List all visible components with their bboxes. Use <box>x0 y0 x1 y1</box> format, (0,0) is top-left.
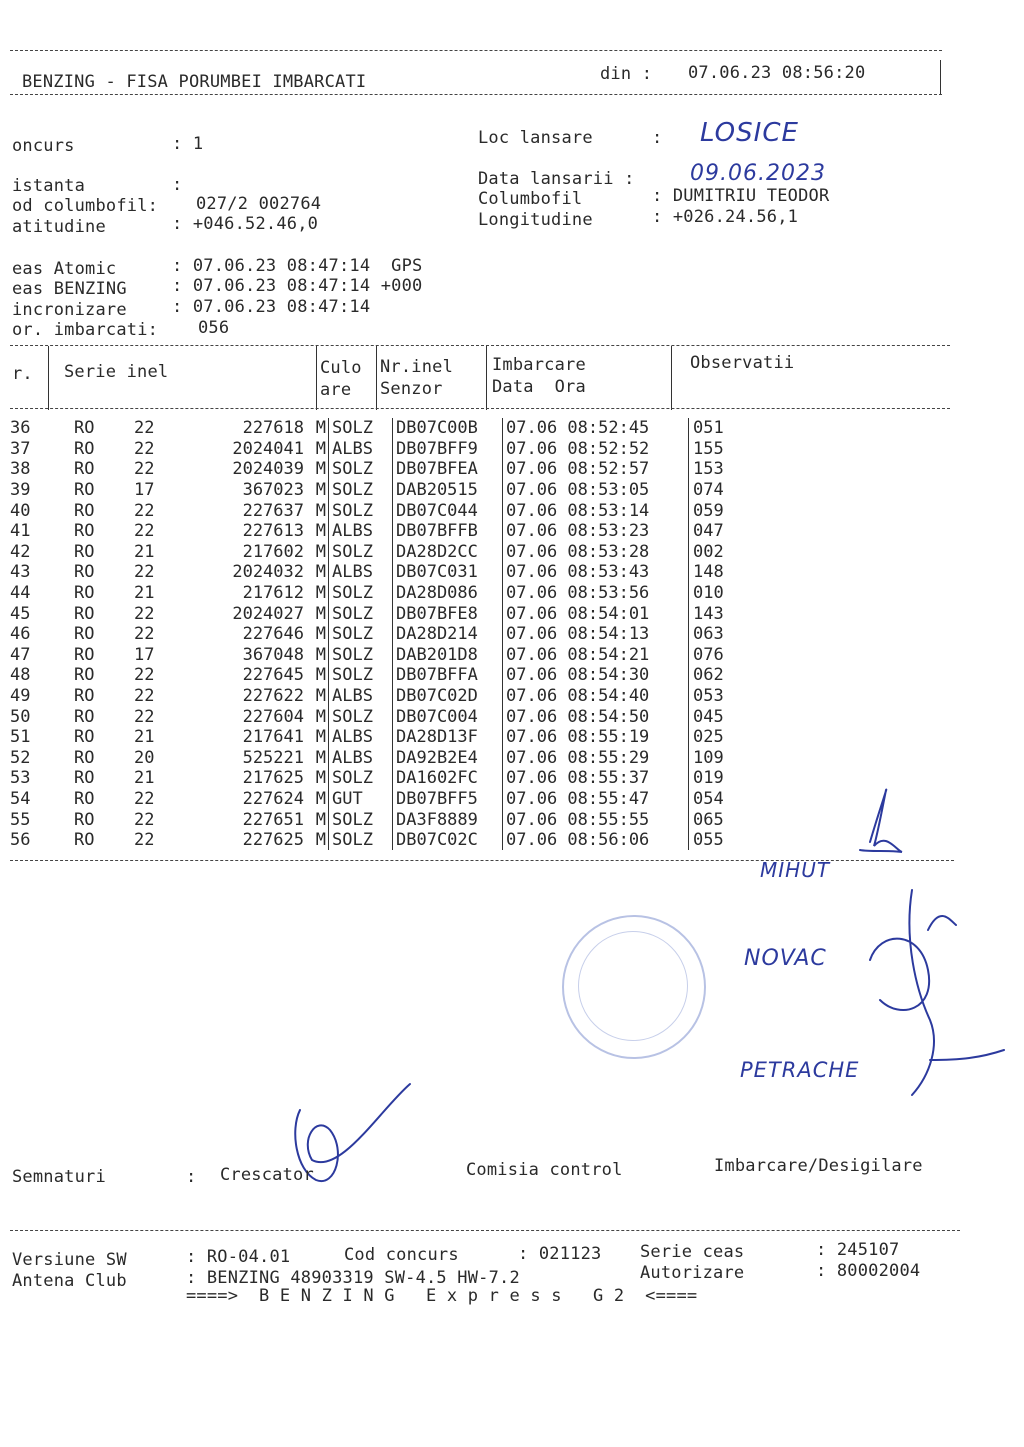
ring-number: 2024041 <box>232 438 304 459</box>
pigeon-color: SOLZ <box>329 665 393 686</box>
pigeon-color: SOLZ <box>329 768 393 789</box>
ring-number: 227646 <box>242 624 304 645</box>
ring-country: RO <box>74 686 95 707</box>
observation: 062 <box>689 665 784 686</box>
observation: 010 <box>689 583 784 604</box>
longitudine-label: Longitudine <box>478 210 593 230</box>
embark-datetime: 07.06 08:56:06 <box>503 830 689 851</box>
ring-country: RO <box>74 644 95 665</box>
ring-number: 217612 <box>242 583 304 604</box>
ring-number: 2024027 <box>232 603 304 624</box>
ring-year: 17 <box>134 480 155 501</box>
col-header-culoare-2: are <box>320 380 352 400</box>
col-header-inel-1: Nr.inel <box>380 357 454 377</box>
ring-number: 227613 <box>242 521 304 542</box>
loc-lansare-sep: : <box>652 128 663 148</box>
pigeon-sex: M <box>315 788 326 809</box>
pigeon-sex: M <box>315 830 326 851</box>
pigeon-sex: M <box>315 459 326 480</box>
ring-country: RO <box>74 541 95 562</box>
ring-year: 22 <box>134 830 155 851</box>
ring-number: 367023 <box>242 480 304 501</box>
ring-country: RO <box>74 438 95 459</box>
pigeon-color: ALBS <box>329 727 393 748</box>
col-header-nr: r. <box>12 364 33 384</box>
pigeon-sex: M <box>315 583 326 604</box>
ring-year: 22 <box>134 788 155 809</box>
pigeon-sex: M <box>315 438 326 459</box>
pigeon-color: ALBS <box>329 562 393 583</box>
embark-datetime: 07.06 08:54:01 <box>503 603 689 624</box>
row-number: 49 <box>10 686 31 707</box>
loc-lansare-handwritten: LOSICE <box>700 118 799 148</box>
row-number: 38 <box>10 459 31 480</box>
cod-columbofil-label: od columbofil: <box>12 196 159 216</box>
pigeon-sex: M <box>315 747 326 768</box>
pigeon-sex: M <box>315 603 326 624</box>
ring-year: 21 <box>134 727 155 748</box>
row-number: 37 <box>10 438 31 459</box>
versiune-sw-value: : RO-04.01 <box>186 1247 291 1267</box>
ring-country: RO <box>74 665 95 686</box>
observation: 143 <box>689 603 784 624</box>
ring-number: 217625 <box>242 768 304 789</box>
observation: 054 <box>689 789 784 810</box>
sincronizare-value: : 07.06.23 08:47:14 <box>172 297 371 317</box>
pigeon-sex: M <box>315 686 326 707</box>
embark-datetime: 07.06 08:55:37 <box>503 768 689 789</box>
sensor-ring: DA28D214 <box>393 624 503 645</box>
ceas-atomic-value: : 07.06.23 08:47:14 GPS <box>172 256 423 276</box>
ring-country: RO <box>74 562 95 583</box>
pigeon-sex: M <box>315 480 326 501</box>
sensor-ring: DB07C031 <box>393 562 503 583</box>
row-number: 41 <box>10 521 31 542</box>
embark-datetime: 07.06 08:55:55 <box>503 809 689 830</box>
embark-datetime: 07.06 08:53:05 <box>503 480 689 501</box>
signature-imbarcare: Imbarcare/Desigilare <box>714 1156 923 1176</box>
ring-number: 227637 <box>242 500 304 521</box>
pigeon-color: SOLZ <box>329 459 393 480</box>
pigeon-color: ALBS <box>329 748 393 769</box>
ring-country: RO <box>74 706 95 727</box>
row-number: 45 <box>10 603 31 624</box>
pigeon-sex: M <box>315 541 326 562</box>
ring-year: 22 <box>134 686 155 707</box>
ring-number: 2024032 <box>232 562 304 583</box>
ring-year: 22 <box>134 603 155 624</box>
sensor-ring: DB07BFEA <box>393 459 503 480</box>
observation: 047 <box>689 521 784 542</box>
ceas-benzing-label: eas BENZING <box>12 279 127 299</box>
antena-club-value: : BENZING 48903319 SW-4.5 HW-7.2 <box>186 1268 520 1288</box>
sensor-ring: DB07C02D <box>393 686 503 707</box>
pigeon-color: SOLZ <box>329 583 393 604</box>
observation: 055 <box>689 830 784 851</box>
embark-datetime: 07.06 08:53:14 <box>503 500 689 521</box>
pigeon-sex: M <box>315 624 326 645</box>
row-number: 54 <box>10 788 31 809</box>
handwritten-name-1: MIHUT <box>760 858 831 882</box>
signatures-sep: : <box>186 1167 197 1187</box>
row-number: 53 <box>10 768 31 789</box>
versiune-sw-label: Versiune SW <box>12 1250 127 1270</box>
row-number: 39 <box>10 480 31 501</box>
ring-year: 22 <box>134 562 155 583</box>
embark-datetime: 07.06 08:55:29 <box>503 748 689 769</box>
nr-imbarcati-value: 056 <box>198 318 230 338</box>
data-lansarii-label: Data lansarii : <box>478 169 635 189</box>
sensor-ring: DA3F8889 <box>393 809 503 830</box>
ring-year: 22 <box>134 809 155 830</box>
sensor-ring: DB07C004 <box>393 706 503 727</box>
row-number: 44 <box>10 583 31 604</box>
ring-country: RO <box>74 480 95 501</box>
embark-datetime: 07.06 08:54:21 <box>503 645 689 666</box>
antena-club-label: Antena Club <box>12 1271 127 1291</box>
distanta-label: istanta <box>12 176 86 196</box>
embark-datetime: 07.06 08:55:47 <box>503 789 689 810</box>
ring-country: RO <box>74 624 95 645</box>
observation: 076 <box>689 645 784 666</box>
nr-imbarcati-label: or. imbarcati: <box>12 320 159 340</box>
document-title: BENZING - FISA PORUMBEI IMBARCATI <box>22 72 367 92</box>
sensor-ring: DB07BFF5 <box>393 789 503 810</box>
row-number: 42 <box>10 541 31 562</box>
observation: 109 <box>689 748 784 769</box>
row-number: 47 <box>10 644 31 665</box>
sensor-ring: DB07BFFA <box>393 665 503 686</box>
ring-year: 22 <box>134 706 155 727</box>
ring-number: 227624 <box>242 788 304 809</box>
pigeon-sex: M <box>315 727 326 748</box>
pigeon-sex: M <box>315 644 326 665</box>
pigeon-sex: M <box>315 521 326 542</box>
sensor-ring: DB07C044 <box>393 500 503 521</box>
serie-ceas-value: : 245107 <box>816 1240 900 1260</box>
longitudine-value: : +026.24.56,1 <box>652 207 799 227</box>
sensor-ring: DA28D2CC <box>393 542 503 563</box>
ring-country: RO <box>74 809 95 830</box>
loc-lansare-label: Loc lansare <box>478 128 593 148</box>
latitudine-label: atitudine <box>12 217 106 237</box>
observation: 059 <box>689 500 784 521</box>
row-number: 51 <box>10 727 31 748</box>
pigeon-color: SOLZ <box>329 542 393 563</box>
embark-datetime: 07.06 08:53:23 <box>503 521 689 542</box>
pigeon-color: ALBS <box>329 439 393 460</box>
ring-number: 227645 <box>242 665 304 686</box>
sensor-ring: DA1602FC <box>393 768 503 789</box>
footer-rule <box>10 1230 960 1231</box>
row-number: 50 <box>10 706 31 727</box>
autorizare-value: : 80002004 <box>816 1261 921 1281</box>
ring-country: RO <box>74 747 95 768</box>
sensor-ring: DB07C00B <box>393 418 503 439</box>
pigeon-color: SOLZ <box>329 809 393 830</box>
ring-year: 20 <box>134 747 155 768</box>
col-header-imbarcare-2: Data Ora <box>492 377 586 397</box>
cod-concurs-value: : 021123 <box>518 1244 602 1264</box>
observation: 148 <box>689 562 784 583</box>
ring-year: 21 <box>134 583 155 604</box>
serie-ceas-label: Serie ceas <box>640 1242 745 1262</box>
embark-datetime: 07.06 08:53:56 <box>503 583 689 604</box>
row-number: 52 <box>10 747 31 768</box>
ceas-benzing-value: : 07.06.23 08:47:14 +000 <box>172 276 423 296</box>
ring-number: 217641 <box>242 727 304 748</box>
pigeon-sex: M <box>315 665 326 686</box>
signatures-label: Semnaturi <box>12 1167 106 1187</box>
ring-country: RO <box>74 459 95 480</box>
ring-country: RO <box>74 788 95 809</box>
cod-concurs-label: Cod concurs <box>344 1245 459 1265</box>
handwritten-name-3: PETRACHE <box>740 1058 860 1082</box>
ring-country: RO <box>74 727 95 748</box>
ring-number: 227651 <box>242 809 304 830</box>
pigeon-color: GUT <box>329 789 393 810</box>
ring-country: RO <box>74 418 95 439</box>
embark-datetime: 07.06 08:52:52 <box>503 439 689 460</box>
pigeon-sex: M <box>315 768 326 789</box>
embark-datetime: 07.06 08:55:19 <box>503 727 689 748</box>
benzing-express-banner: ====> B E N Z I N G E x p r e s s G 2 <==== <box>186 1286 698 1306</box>
pigeon-color: SOLZ <box>329 706 393 727</box>
signature-comisia: Comisia control <box>466 1160 623 1180</box>
ring-year: 17 <box>134 644 155 665</box>
signature-mark-1 <box>860 790 902 852</box>
observation: 051 <box>689 418 784 439</box>
ring-number: 525221 <box>242 747 304 768</box>
pigeon-sex: M <box>315 706 326 727</box>
pigeon-color: SOLZ <box>329 603 393 624</box>
sensor-ring: DA28D13F <box>393 727 503 748</box>
ring-number: 227618 <box>242 418 304 439</box>
ring-country: RO <box>74 830 95 851</box>
embark-datetime: 07.06 08:53:28 <box>503 542 689 563</box>
signature-mark-2 <box>870 890 1004 1095</box>
ring-year: 21 <box>134 541 155 562</box>
sensor-ring: DB07C02C <box>393 830 503 851</box>
row-number: 40 <box>10 500 31 521</box>
distanta-value: : <box>172 175 183 195</box>
col-header-imbarcare-1: Imbarcare <box>492 355 586 375</box>
sensor-ring: DA28D086 <box>393 583 503 604</box>
pigeon-sex: M <box>315 809 326 830</box>
pigeon-color: SOLZ <box>329 624 393 645</box>
observation: 074 <box>689 480 784 501</box>
pigeon-sex: M <box>315 562 326 583</box>
pigeon-sex: M <box>315 418 326 439</box>
pigeon-color: ALBS <box>329 686 393 707</box>
col-header-observatii: Observatii <box>690 353 795 373</box>
pigeon-color: SOLZ <box>329 645 393 666</box>
col-header-culoare-1: Culo <box>320 358 362 378</box>
ring-number: 227604 <box>242 706 304 727</box>
observation: 002 <box>689 542 784 563</box>
col-header-inel-2: Senzor <box>380 379 443 399</box>
ring-year: 21 <box>134 768 155 789</box>
pigeon-color: SOLZ <box>329 418 393 439</box>
sensor-ring: DAB20515 <box>393 480 503 501</box>
ring-year: 22 <box>134 418 155 439</box>
embark-datetime: 07.06 08:52:45 <box>503 418 689 439</box>
pigeon-color: SOLZ <box>329 830 393 851</box>
row-number: 43 <box>10 562 31 583</box>
ring-number: 227622 <box>242 686 304 707</box>
columbofil-value: : DUMITRIU TEODOR <box>652 186 830 206</box>
ring-year: 22 <box>134 665 155 686</box>
latitudine-value: : +046.52.46,0 <box>172 214 319 234</box>
ring-year: 22 <box>134 459 155 480</box>
sensor-ring: DB07BFFB <box>393 521 503 542</box>
pigeon-sex: M <box>315 500 326 521</box>
col-header-serie: Serie inel <box>64 362 169 382</box>
ring-number: 217602 <box>242 541 304 562</box>
concurs-value: : 1 <box>172 134 204 154</box>
row-number: 46 <box>10 624 31 645</box>
cod-columbofil-value: 027/2 002764 <box>196 194 322 214</box>
observation: 053 <box>689 686 784 707</box>
ring-number: 227625 <box>242 830 304 851</box>
observation: 025 <box>689 727 784 748</box>
ring-year: 22 <box>134 521 155 542</box>
ring-number: 367048 <box>242 644 304 665</box>
columbofil-label: Columbofil <box>478 189 583 209</box>
embark-datetime: 07.06 08:54:40 <box>503 686 689 707</box>
ring-country: RO <box>74 583 95 604</box>
ring-year: 22 <box>134 500 155 521</box>
ring-number: 2024039 <box>232 459 304 480</box>
row-number: 55 <box>10 809 31 830</box>
pigeon-color: ALBS <box>329 521 393 542</box>
embark-datetime: 07.06 08:53:43 <box>503 562 689 583</box>
embark-datetime: 07.06 08:54:13 <box>503 624 689 645</box>
row-number: 56 <box>10 830 31 851</box>
handwritten-name-2: NOVAC <box>744 946 827 971</box>
concurs-label: oncurs <box>12 136 75 156</box>
ring-country: RO <box>74 521 95 542</box>
observation: 063 <box>689 624 784 645</box>
data-lansarii-handwritten: 09.06.2023 <box>690 161 826 186</box>
embark-datetime: 07.06 08:54:30 <box>503 665 689 686</box>
date-label: din : <box>600 64 653 84</box>
sincronizare-label: incronizare <box>12 300 127 320</box>
observation: 065 <box>689 809 784 830</box>
ring-country: RO <box>74 768 95 789</box>
observation: 045 <box>689 706 784 727</box>
print-datetime: 07.06.23 08:56:20 <box>688 63 866 83</box>
sensor-ring: DAB201D8 <box>393 645 503 666</box>
ring-year: 22 <box>134 438 155 459</box>
embark-datetime: 07.06 08:54:50 <box>503 706 689 727</box>
ring-country: RO <box>74 500 95 521</box>
sensor-ring: DB07BFF9 <box>393 439 503 460</box>
pigeon-color: SOLZ <box>329 480 393 501</box>
row-number: 36 <box>10 418 31 439</box>
pigeon-color: SOLZ <box>329 500 393 521</box>
autorizare-label: Autorizare <box>640 1263 745 1283</box>
ring-country: RO <box>74 603 95 624</box>
row-number: 48 <box>10 665 31 686</box>
sensor-ring: DB07BFE8 <box>393 603 503 624</box>
ring-year: 22 <box>134 624 155 645</box>
sensor-ring: DA92B2E4 <box>393 748 503 769</box>
embark-datetime: 07.06 08:52:57 <box>503 459 689 480</box>
observation: 155 <box>689 439 784 460</box>
observation: 019 <box>689 768 784 789</box>
signature-crescator: Crescator <box>220 1165 314 1185</box>
ceas-atomic-label: eas Atomic <box>12 259 117 279</box>
observation: 153 <box>689 459 784 480</box>
